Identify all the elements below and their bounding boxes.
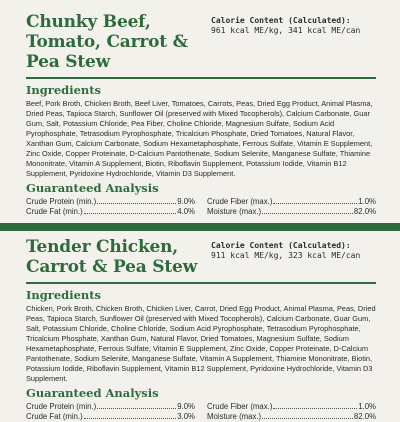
guaranteed-analysis-table [26, 402, 376, 422]
analysis-row-crude-fiber [207, 402, 376, 412]
product-title: Chunky Beef, Tomato, Carrot & Pea Stew [26, 12, 188, 72]
analysis-label: Crude Fiber (max.) [207, 197, 273, 206]
analysis-value: 82.0% [353, 412, 376, 421]
analysis-value: 3.0% [177, 412, 195, 421]
analysis-row-crude-protein [26, 197, 195, 207]
ingredients-list: Beef, Pork Broth, Chicken Broth, Beef Liver, Tomatoes, Carrots, Peas, Dried Egg Product, Animal Plasma, Dried Peas, Tapioca Starch, Sunflower Oil (preserved with Mixed Tocopherols), Calcium Carbonate, Guar Gum, Salt, Potassium Chloride, Pea Fiber, Choline Chloride, Magnesium Sulfate, Sodium Acid Pyrophosphate, Tetrasodium Pyrophosphate, Tricalcium Phosphate, Dried Tomatoes, Natural Flavor, Xanthan Gum, Calcium Carbonate, Sodium Hexametaphosphate, Ferrous Sulfate, Vitamin E Supplement, Zinc Oxide, Copper Proteinate, D-Calcium Pantothenate, Sodium Selenite, Manganese Sulfate, Thiamine Mononitrate, Vitamin A Supplement, Biotin, Riboflavin Supplement, Potassium Iodide, Vitamin B12 Supplement, Pyridoxine Hydrochloride, Vitamin D3 Supplement. [26, 99, 373, 178]
dot-leader [262, 412, 353, 419]
analysis-label: Crude Fiber (max.) [207, 402, 273, 411]
analysis-value: 9.0% [177, 402, 195, 411]
analysis-label: Crude Fat (min.) [26, 207, 83, 216]
calorie-value: 961 kcal ME/kg, 341 kcal ME/can [211, 26, 361, 35]
calorie-content [211, 241, 376, 261]
dot-leader [273, 402, 357, 409]
section-rule [26, 77, 376, 79]
calorie-value: 911 kcal ME/kg, 323 kcal ME/can [211, 251, 361, 260]
ingredients-heading: Ingredients [26, 83, 102, 97]
product-header [26, 12, 376, 72]
product-section-chicken [26, 237, 376, 422]
analysis-row-crude-fiber [207, 197, 376, 207]
analysis-row-moisture [207, 207, 376, 217]
dot-leader [97, 402, 176, 409]
calorie-label: Calorie Content (Calculated): [211, 16, 351, 25]
dot-leader [97, 197, 176, 204]
analysis-label: Crude Protein (min.) [26, 402, 97, 411]
product-header [26, 237, 376, 277]
guaranteed-analysis-table [26, 197, 376, 217]
section-divider [0, 223, 400, 231]
analysis-label: Moisture (max.) [207, 207, 262, 216]
dot-leader [84, 207, 176, 214]
analysis-value: 1.0% [358, 197, 376, 206]
analysis-value: 1.0% [358, 402, 376, 411]
section-rule [26, 282, 376, 284]
analysis-row-crude-fat [26, 207, 195, 217]
analysis-label: Crude Protein (min.) [26, 197, 97, 206]
ingredients-heading: Ingredients [26, 288, 102, 302]
dot-leader [273, 197, 357, 204]
calorie-content [211, 16, 376, 36]
analysis-heading: Guaranteed Analysis [26, 181, 159, 195]
product-title: Tender Chicken, Carrot & Pea Stew [26, 237, 198, 277]
dot-leader [84, 412, 176, 419]
calorie-label: Calorie Content (Calculated): [211, 241, 351, 250]
analysis-value: 82.0% [353, 207, 376, 216]
analysis-value: 9.0% [177, 197, 195, 206]
analysis-row-crude-fat [26, 412, 195, 422]
analysis-heading: Guaranteed Analysis [26, 386, 159, 400]
analysis-value: 4.0% [177, 207, 195, 216]
dot-leader [262, 207, 353, 214]
analysis-row-moisture [207, 412, 376, 422]
analysis-label: Moisture (max.) [207, 412, 262, 421]
analysis-row-crude-protein [26, 402, 195, 412]
ingredients-list: Chicken, Pork Broth, Chicken Broth, Chicken Liver, Carrot, Dried Egg Product, Animal Plasma, Peas, Dried Peas, Tapioca Starch, Sunflower Oil (preserved with Mixed Tocopherols), Calcium Carbonate, Guar Gum, Salt, Potassium Chloride, Choline Chloride, Sodium Acid Pyrophosphate, Tetrasodium Pyrophosphate, Tricalcium Phosphate, Xanthan Gum, Natural Flavor, Dried Tomatoes, Magnesium Sulfate, Sodium Hexametaphosphate, Ferrous Sulfate, Vitamin E Supplement, Zinc Oxide, Copper Proteinate, D-Calcium Pantothenate, Sodium Selenite, Manganese Sulfate, Vitamin A Supplement, Thiamine Mononitrate, Biotin, Potassium Iodide, Riboflavin Supplement, Vitamin B12 Supplement, Pyridoxine Hydrochloride, Vitamin D3 Supplement. [26, 304, 376, 383]
analysis-label: Crude Fat (min.) [26, 412, 83, 421]
product-section-beef [26, 12, 376, 217]
